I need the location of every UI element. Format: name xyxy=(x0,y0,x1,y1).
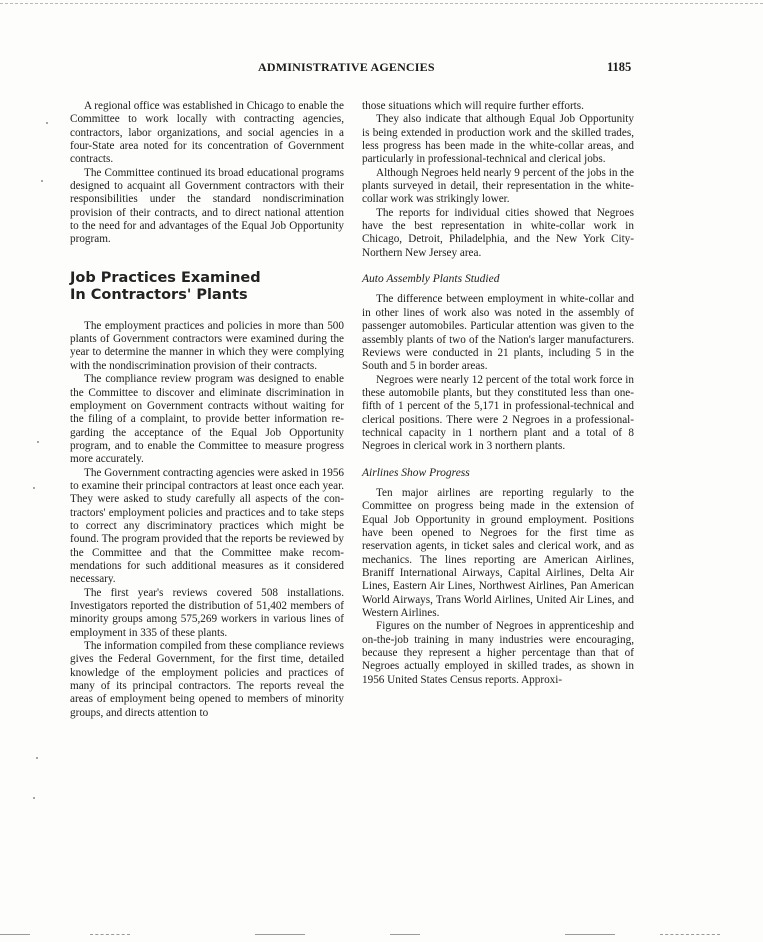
paragraph: The Committee continued its broad educational programs designed to acquaint all Government contractors with their responsibilities under the standard nondiscrimination provision of their contracts, and to direct national attention to the need for and advantages of the Equal Job Opportunity program. xyxy=(70,166,344,246)
running-head xyxy=(0,60,763,76)
scan-speck xyxy=(37,441,39,443)
section-heading-line: Job Practices Examined xyxy=(70,269,261,286)
paragraph: Figures on the number of Negroes in apprenticeship and on-the-job training in many industries were encouraging, because they represent a higher percentage than that of Negroes actually employed in skilled trades, as shown in 1956 United States Census reports. Approxi- xyxy=(362,620,634,686)
paragraph: The compliance review program was designed to enable the Committee to discover and eliminate discrimination in employment on Government contracts without waiting for the filing of a complaint, to provide better information regarding the acceptance of the Equal Job Opportunity program, and to enable the Committee to measure progress more accurately. xyxy=(70,373,344,466)
paragraph: They also indicate that although Equal Job Opportunity is being extended in production work and the skilled trades, less progress has been made in the white-collar areas, and particularly in professional-technical and clerical jobs. xyxy=(362,113,634,166)
scan-speck xyxy=(46,122,48,124)
scan-mark xyxy=(0,934,30,935)
paragraph: The employment practices and policies in more than 500 plants of Government contractors were examined during the year to determine the manner in which they were complying with the nondiscrimination provision of their contracts. xyxy=(70,319,344,372)
running-title: ADMINISTRATIVE AGENCIES xyxy=(258,60,435,74)
scan-speck xyxy=(33,797,35,799)
scan-mark xyxy=(90,934,130,935)
scan-mark xyxy=(390,934,420,935)
page-bottom-edge xyxy=(0,934,763,936)
right-column xyxy=(362,100,634,687)
paragraph: Ten major airlines are reporting regularly to the Committee on progress being made in the extension of Equal Job Opportunity in ground employment. Positions have been opened to Negroes for the first time as reservation agents, in ticket sales and clerical work, and as mechanics. The lines reporting are American Airlines, Braniff International Airways, Capital Airlines, Delta Air Lines, Eastern Air Lines, Northwest Airlines, Pan American World Airways, Trans World Airlines, United Air Lines, and Western Airlines. xyxy=(362,486,634,620)
scan-speck xyxy=(36,757,38,759)
scan-mark xyxy=(565,934,615,935)
left-column xyxy=(70,100,344,720)
subsection-heading: Auto Assembly Plants Studied xyxy=(362,273,500,286)
paragraph: those situations which will require further efforts. xyxy=(362,100,584,112)
page-number: 1185 xyxy=(607,60,632,74)
scan-speck xyxy=(41,180,43,182)
paragraph: The difference between employment in white-collar and in other lines of work also was noted in the assembly of passenger automobiles. Particular attention was given to the assembly plants of two of the Nation's larger manufacturers. Reviews were conducted in 21 plants, including 5 in the South and 5 in border areas. xyxy=(362,293,634,373)
paragraph: The first year's reviews covered 508 installations. Investigators reported the distribution of 51,402 members of minority groups among 575,269 workers in various lines of employment in 335 of these plants. xyxy=(70,586,344,639)
subsection-heading: Airlines Show Progress xyxy=(362,466,470,479)
section-heading xyxy=(70,270,344,304)
section-heading-line: In Contractors' Plants xyxy=(70,286,248,303)
scan-mark xyxy=(255,934,305,935)
paragraph: A regional office was established in Chicago to enable the Committee to work locally with contracting agencies, contractors, labor organizations, and social agencies in a four-State area noted for its concentration of Government contracts. xyxy=(70,100,344,166)
paragraph: Although Negroes held nearly 9 percent of the jobs in the plants surveyed in detail, their representation in the white-collar work was strikingly lower. xyxy=(362,166,634,206)
scan-speck xyxy=(33,487,35,489)
paragraph: The Government contracting agencies were asked in 1956 to examine their principal contractors at least once each year. They were asked to study carefully all aspects of the contractors' employment policies and practices and to take steps to correct any discriminatory practices which might be found. The program provided that the reports be reviewed by the Committee and that the Committee make recommendations for such additional measures as it considered necessary. xyxy=(70,466,345,586)
paragraph: Negroes were nearly 12 percent of the total work force in these automobile plants, but they constituted less than one-fifth of 1 percent of the 5,171 in professional-technical and clerical positions. There were 2 Negroes in a professional-technical capacity in 1 northern plant and a total of 8 Negroes in clerical work in 3 northern plants. xyxy=(362,373,634,453)
page-top-edge xyxy=(0,3,763,4)
scan-mark xyxy=(660,934,720,935)
paragraph: The information compiled from these compliance reviews gives the Federal Government, for the first time, detailed knowledge of the employment policies and practices of many of its principal contractors. The reports reveal the areas of employment being opened to members of minority groups, and directs attention to xyxy=(70,640,344,719)
paragraph: The reports for individual cities showed that Negroes have the best representation in white-collar work in Chicago, Detroit, Philadelphia, and the New York City-Northern New Jersey area. xyxy=(362,206,634,259)
